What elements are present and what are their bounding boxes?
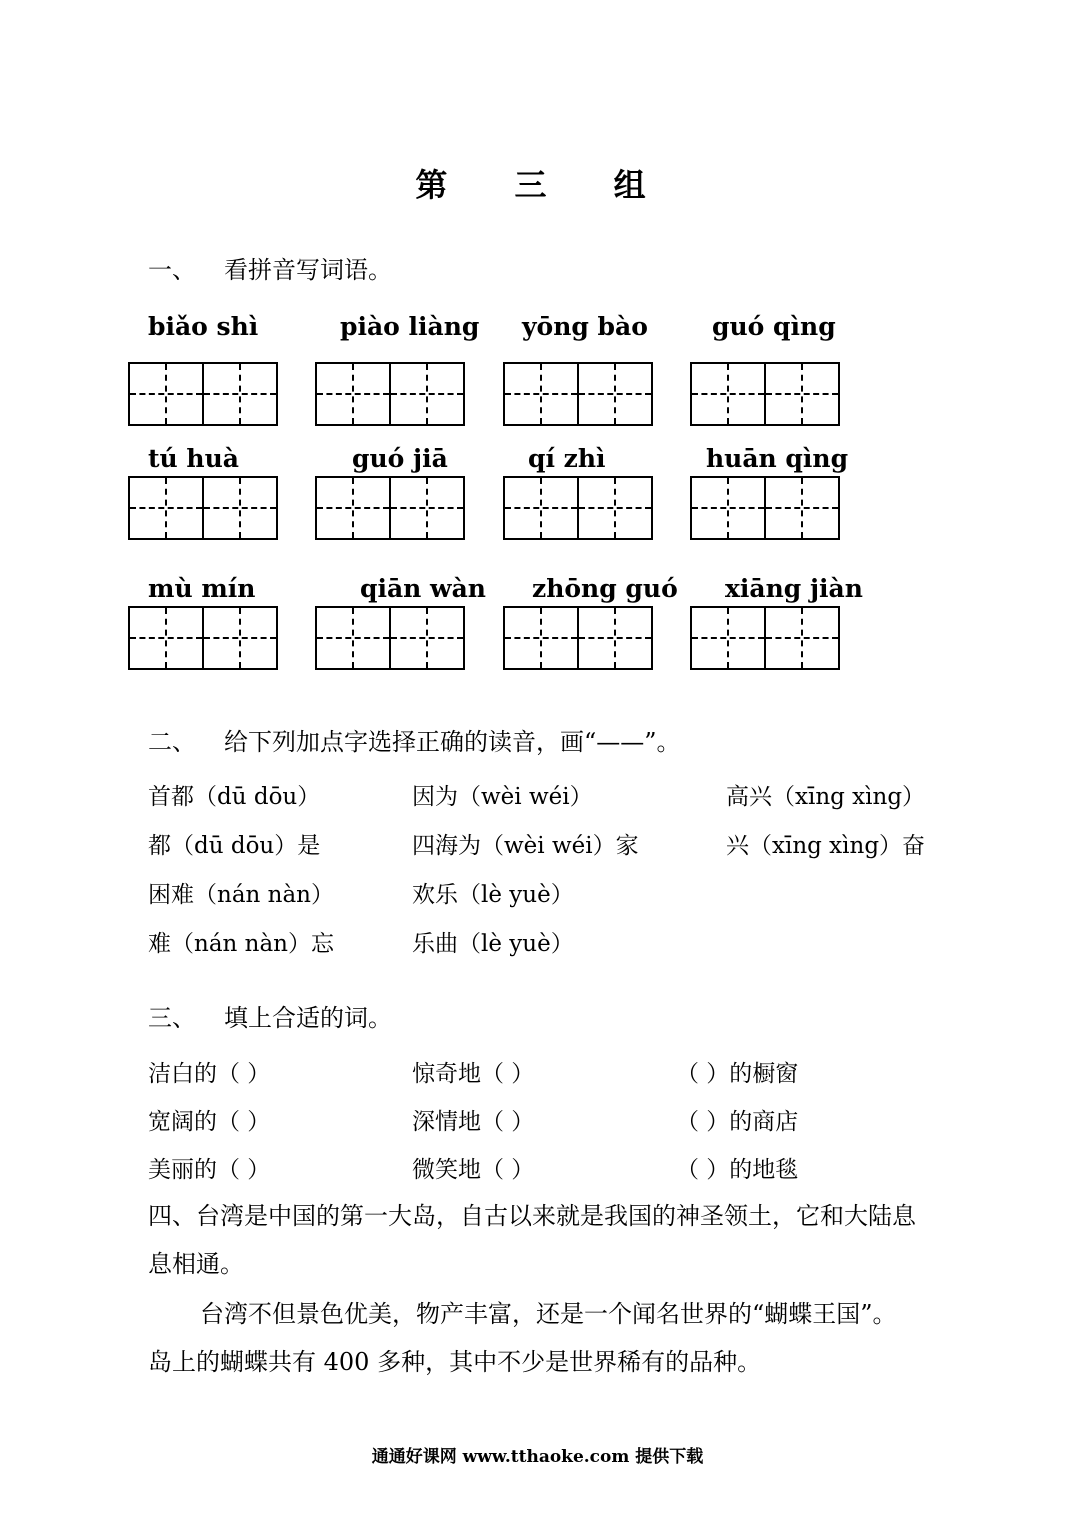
writing-box[interactable] <box>503 606 653 670</box>
writing-grid-row-1 <box>0 362 1075 428</box>
choice-item[interactable]: 兴（xīng xìng）奋 <box>726 833 926 859</box>
writing-box[interactable] <box>315 476 465 540</box>
fill-blank-item[interactable]: 宽阔的（ ） <box>148 1109 271 1135</box>
writing-grid-row-3 <box>0 606 1075 672</box>
writing-box[interactable] <box>315 606 465 670</box>
section4-para2-line-1: 台湾不但景色优美，物产丰富，还是一个闻名世界的“蝴蝶王国”。 <box>200 1300 897 1328</box>
choice-item[interactable]: 都（dū dōu）是 <box>148 833 321 859</box>
section2-number: 二、 <box>148 728 196 756</box>
section1-heading <box>148 250 392 285</box>
choice-item[interactable]: 因为（wèi wéi） <box>412 784 593 810</box>
fill-blank-item[interactable]: 微笑地（ ） <box>412 1157 535 1183</box>
footer-credit: 通通好课网 www.tthaoke.com 提供下载 <box>371 1447 704 1467</box>
fill-blank-item[interactable]: （ ）的商店 <box>676 1109 799 1135</box>
section4-para2-line-2: 岛上的蝴蝶共有 400 多种，其中不少是世界稀有的品种。 <box>148 1348 762 1376</box>
pinyin-label: yōng bào <box>522 312 648 341</box>
writing-box[interactable] <box>503 362 653 426</box>
section4-line-2: 息相通。 <box>148 1250 244 1278</box>
choice-item[interactable]: 首都（dū dōu） <box>148 784 321 810</box>
writing-box[interactable] <box>503 476 653 540</box>
pinyin-label: huān qìng <box>706 444 849 473</box>
fill-blank-item[interactable]: 深情地（ ） <box>412 1109 535 1135</box>
section2-heading-text: 给下列加点字选择正确的读音，画“——”。 <box>224 728 681 756</box>
choice-item[interactable]: 乐曲（lè yuè） <box>412 931 574 957</box>
fill-blank-item[interactable]: 美丽的（ ） <box>148 1157 271 1183</box>
section3-heading-text: 填上合适的词。 <box>224 1004 392 1032</box>
choice-item[interactable]: 欢乐（lè yuè） <box>412 882 574 908</box>
writing-box[interactable] <box>690 362 840 426</box>
pinyin-label: tú huà <box>148 444 239 473</box>
pinyin-label: qí zhì <box>528 444 606 473</box>
pinyin-label: guó qìng <box>712 312 836 341</box>
writing-box[interactable] <box>315 362 465 426</box>
fill-blank-item[interactable]: （ ）的橱窗 <box>676 1061 799 1087</box>
writing-box[interactable] <box>690 606 840 670</box>
fill-blank-item[interactable]: 惊奇地（ ） <box>412 1061 535 1087</box>
section4-line-1: 四、台湾是中国的第一大岛，自古以来就是我国的神圣领土，它和大陆息 <box>148 1202 916 1230</box>
pinyin-label: guó jiā <box>352 444 448 473</box>
pinyin-label: mù mín <box>148 574 256 603</box>
section4-paragraph-1 <box>148 1192 958 1288</box>
pinyin-row-1 <box>0 312 1075 352</box>
writing-box[interactable] <box>128 476 278 540</box>
section3-number: 三、 <box>148 1004 196 1032</box>
section2-heading <box>148 722 681 757</box>
choice-item[interactable]: 四海为（wèi wéi）家 <box>412 833 639 859</box>
writing-box[interactable] <box>690 476 840 540</box>
section1-number: 一、 <box>148 256 196 284</box>
pinyin-label: biǎo shì <box>148 312 259 341</box>
writing-box[interactable] <box>128 362 278 426</box>
pinyin-label: qiān wàn <box>360 574 486 603</box>
choice-item[interactable]: 高兴（xīng xìng） <box>726 784 926 810</box>
section4-paragraph-2 <box>148 1290 958 1386</box>
writing-grid-row-2 <box>0 476 1075 542</box>
choice-item[interactable]: 困难（nán nàn） <box>148 882 334 908</box>
fill-blank-item[interactable]: 洁白的（ ） <box>148 1061 271 1087</box>
page-title: 第 三 组 <box>415 166 674 204</box>
pinyin-label: piào liàng <box>340 312 480 341</box>
pinyin-label: xiāng jiàn <box>725 574 863 603</box>
section3-heading <box>148 998 392 1033</box>
writing-box[interactable] <box>128 606 278 670</box>
choice-item[interactable]: 难（nán nàn）忘 <box>148 931 334 957</box>
fill-blank-item[interactable]: （ ）的地毯 <box>676 1157 799 1183</box>
section1-heading-text: 看拼音写词语。 <box>224 256 392 284</box>
pinyin-label: zhōng guó <box>532 574 678 603</box>
